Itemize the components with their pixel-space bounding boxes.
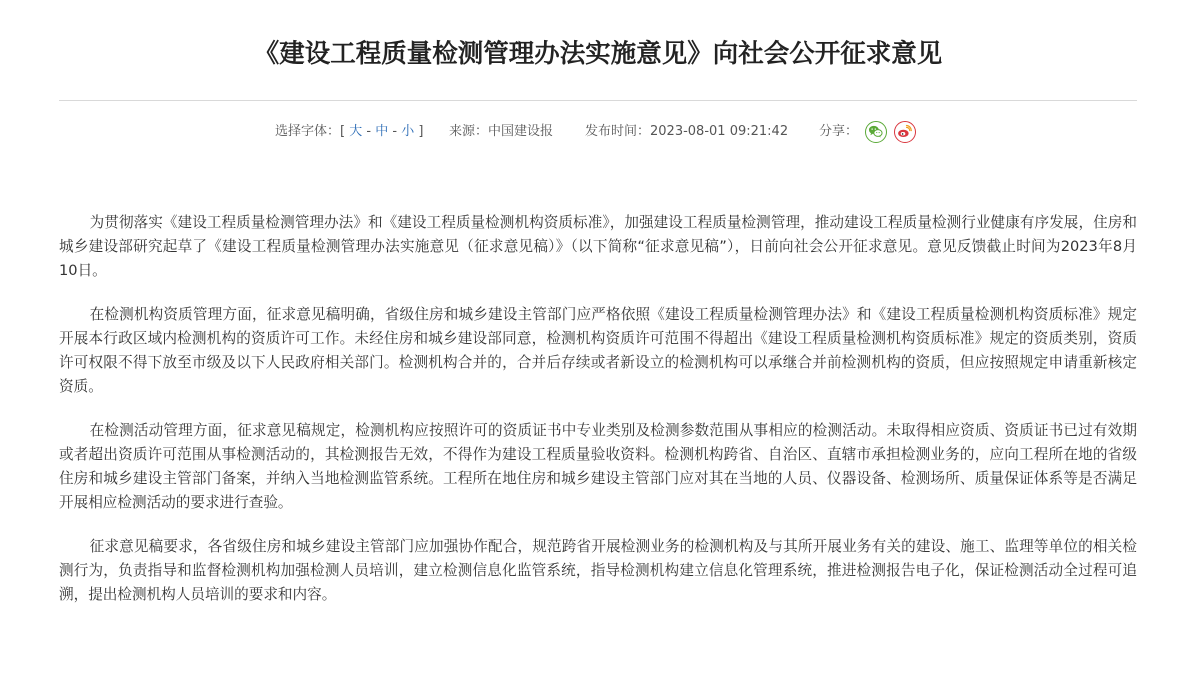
font-size-large-link[interactable]: 大 <box>349 124 363 139</box>
source-label: 来源： <box>449 124 489 139</box>
font-size-label: 选择字体： <box>275 124 341 139</box>
article-meta-bar <box>59 120 1137 144</box>
article-page <box>59 0 1137 603</box>
font-size-switcher <box>275 120 423 144</box>
article-source <box>449 120 553 144</box>
article-paragraph: 征求意见稿要求，各省级住房和城乡建设主管部门应加强协作配合，规范跨省开展检测业务的检测机构及与其所开展业务有关的建设、施工、监理等单位的相关检测行为，负责指导和监督检测机构加强检测人员培训，建立检测信息化监管系统，指导检测机构建立信息化管理系统，推进检测报告电子化，保证检测活动全过程可追溯，提出检测机构人员培训的要求和内容。 <box>59 538 1137 603</box>
article-body <box>59 211 1137 627</box>
font-size-separator: - <box>366 124 372 139</box>
title-divider <box>59 100 1137 101</box>
wechat-icon <box>868 124 883 139</box>
source-value: 中国建设报 <box>488 124 554 139</box>
share-wechat-button[interactable] <box>865 121 887 143</box>
publish-time <box>585 120 788 144</box>
share-weibo-button[interactable] <box>894 121 916 143</box>
publish-time-value: 2023-08-01 09:21:42 <box>650 124 789 139</box>
font-bracket-close: ] <box>418 124 424 139</box>
font-size-separator: - <box>392 124 398 139</box>
publish-time-label: 发布时间： <box>585 124 651 139</box>
article-paragraph: 为贯彻落实《建设工程质量检测管理办法》和《建设工程质量检测机构资质标准》，加强建设工程质量检测管理，推动建设工程质量检测行业健康有序发展，住房和城乡建设部研究起草了《建设工程质量检测管理办法实施意见（征求意见稿）》（以下简称“征求意见稿”），日前向社会公开征求意见。意见反馈截止时间为2023年8月10日。 <box>59 214 1137 279</box>
font-size-medium-link[interactable]: 中 <box>375 124 389 139</box>
font-bracket-open: [ <box>340 124 346 139</box>
font-size-small-link[interactable]: 小 <box>401 124 415 139</box>
article-paragraph: 在检测机构资质管理方面，征求意见稿明确，省级住房和城乡建设主管部门应严格依照《建设工程质量检测管理办法》和《建设工程质量检测机构资质标准》规定开展本行政区域内检测机构的资质许可工作。未经住房和城乡建设部同意，检测机构资质许可范围不得超出《建设工程质量检测机构资质标准》规定的资质类别，资质许可权限不得下放至市级及以下人民政府相关部门。检测机构合并的，合并后存续或者新设立的检测机构可以承继合并前检测机构的资质，但应按照规定申请重新核定资质。 <box>59 306 1137 395</box>
article-title: 《建设工程质量检测管理办法实施意见》向社会公开征求意见 <box>253 39 943 69</box>
weibo-icon <box>897 124 912 139</box>
share-label: 分享： <box>819 124 859 139</box>
article-paragraph: 在检测活动管理方面，征求意见稿规定，检测机构应按照许可的资质证书中专业类别及检测参数范围从事相应的检测活动。未取得相应资质、资质证书已过有效期或者超出资质许可范围从事检测活动的，其检测报告无效，不得作为建设工程质量验收资料。检测机构跨省、自治区、直辖市承担检测业务的，应向工程所在地的省级住房和城乡建设主管部门备案，并纳入当地检测监管系统。工程所在地住房和城乡建设主管部门应对其在当地的人员、仪器设备、检测场所、质量保证体系等是否满足开展相应检测活动的要求进行查验。 <box>59 422 1137 511</box>
